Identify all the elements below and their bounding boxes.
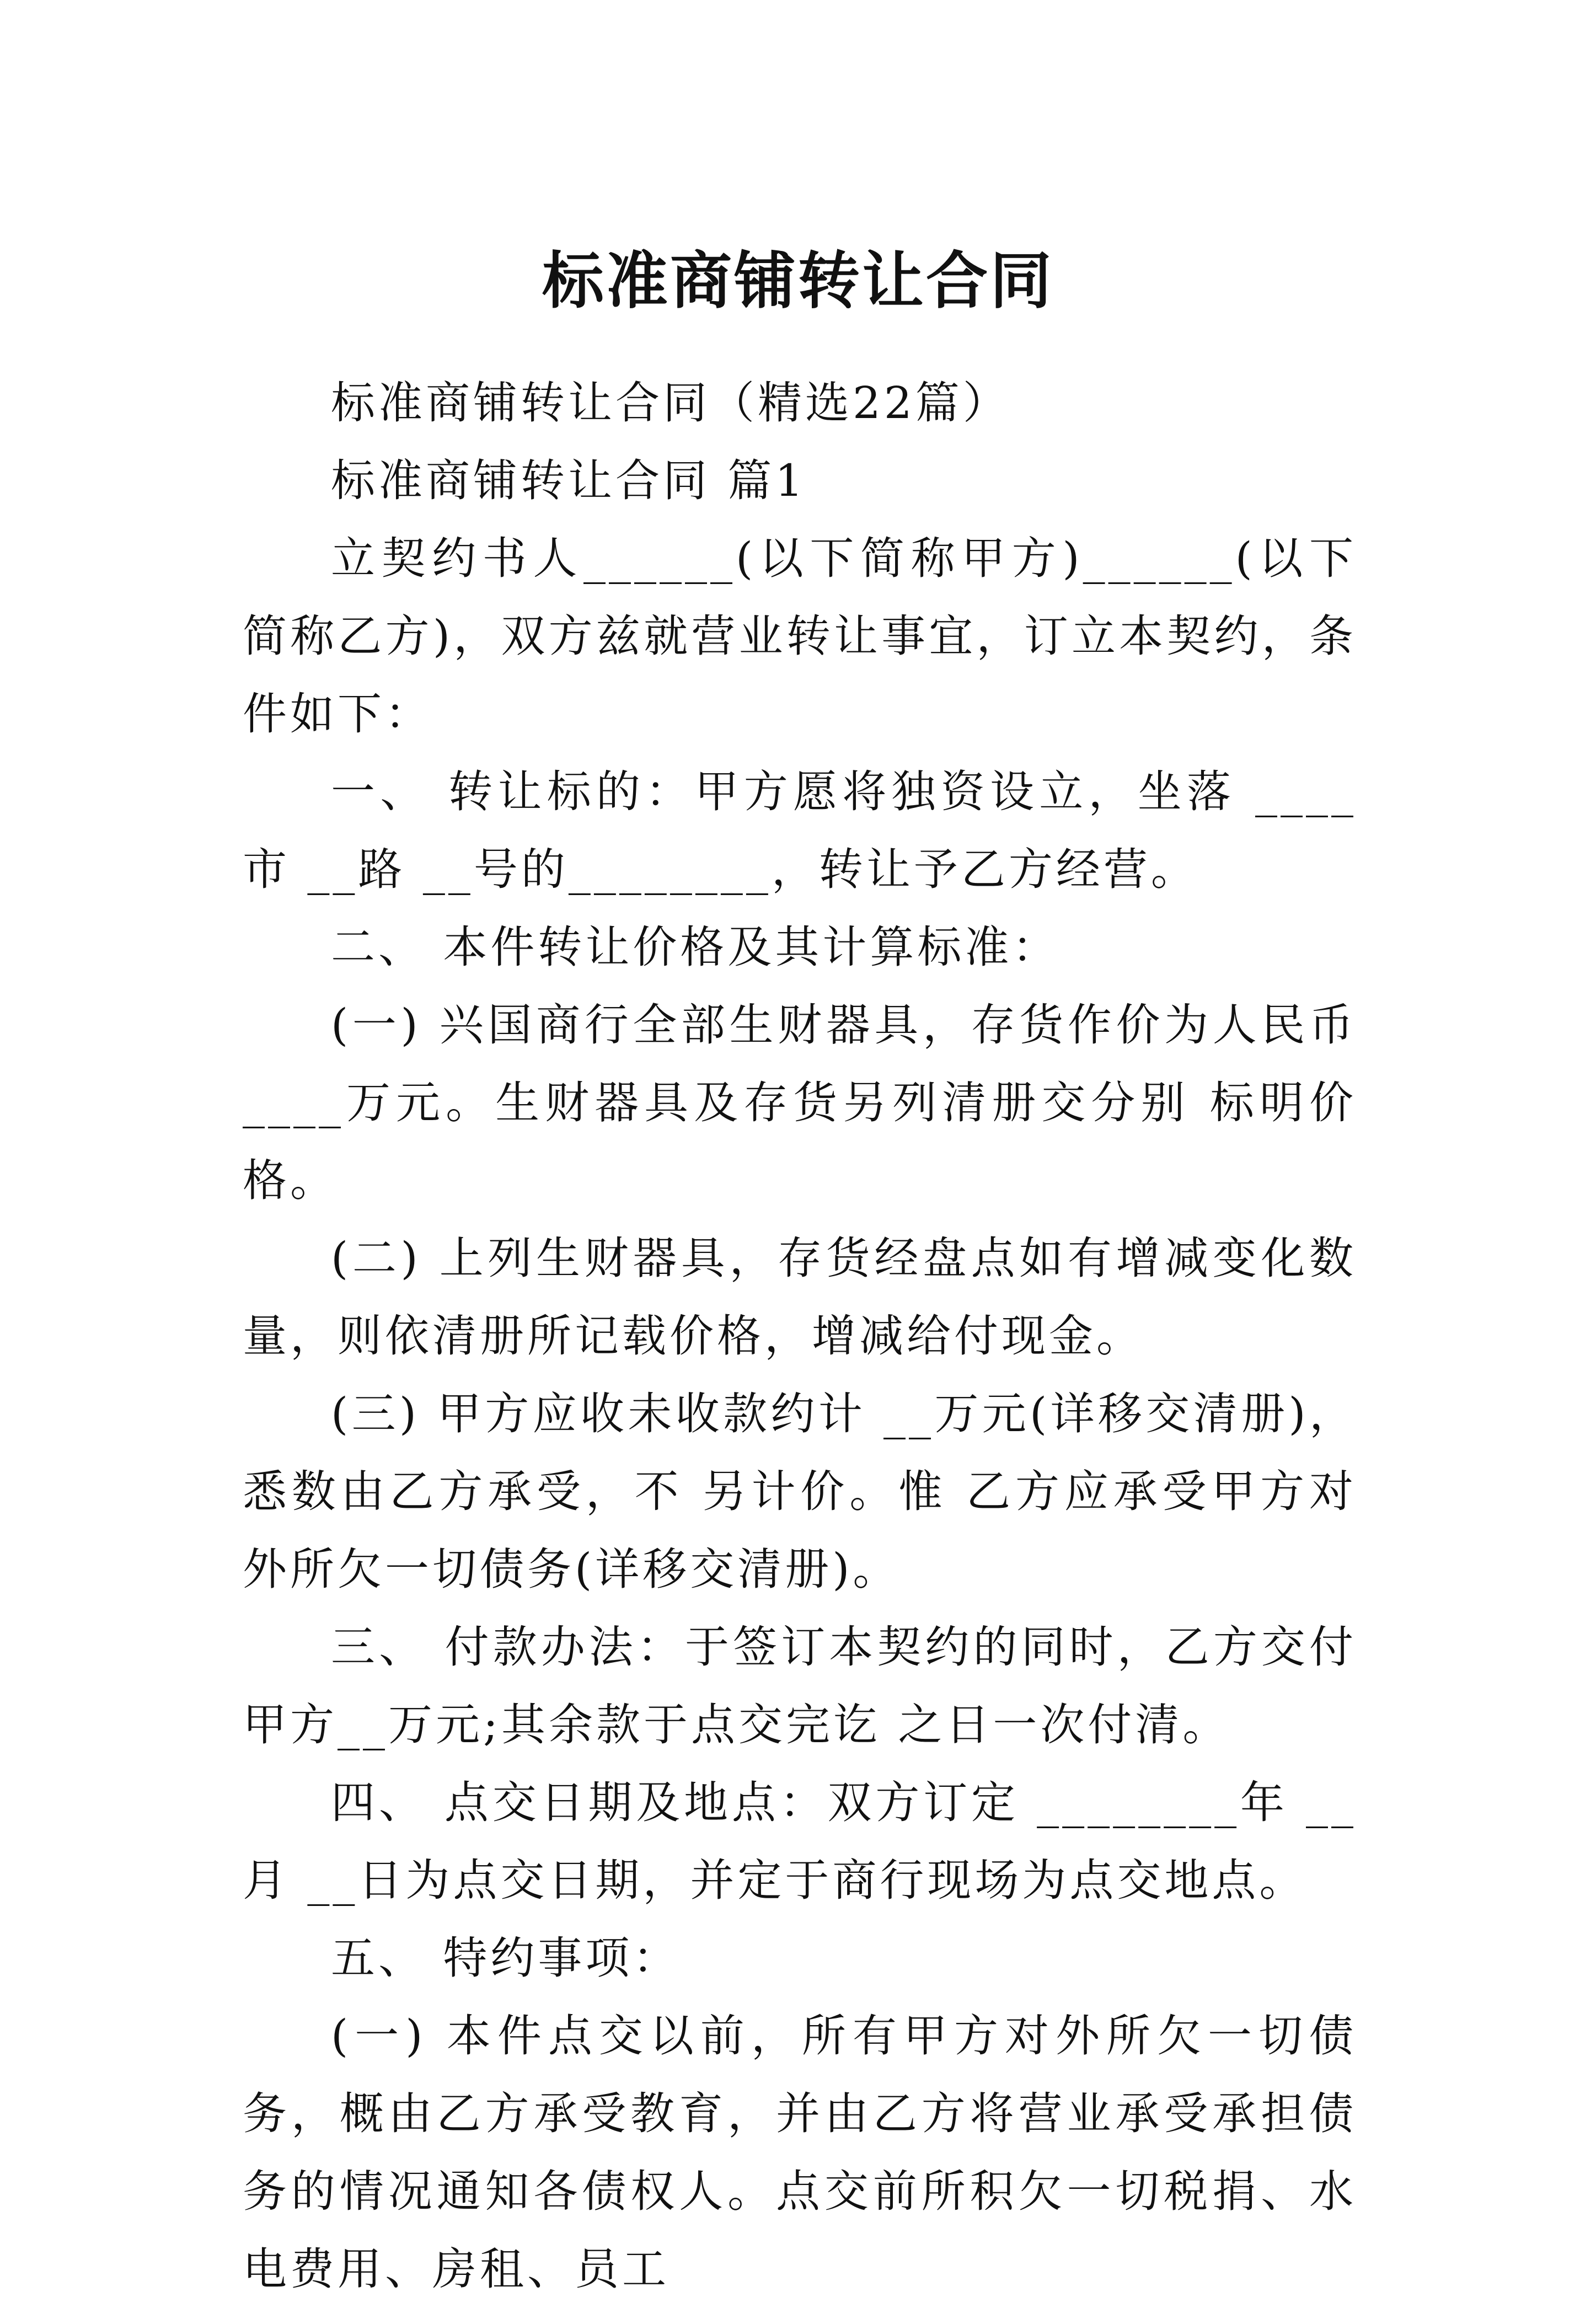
paragraph-clause-5: 五、 特约事项： (331, 1932, 681, 1984)
paragraph-clause-4: 四、 点交日期及地点：双方订定 ________年 __月 __日为点交日期，并定于商行现场为点交地点。 (243, 1777, 1357, 1906)
paragraph-clause-2-item-3: (三) 甲方应收未收款约计 __万元(详移交清册)，悉数由乙方承受，不 另计价。惟 乙方应承受甲方对外所欠一切债务(详移交清册)。 (243, 1388, 1357, 1595)
paragraph-clause-2-item-2: (二) 上列生财器具，存货经盘点如有增减变化数量，则依清册所记载价格，增减给付现金。 (243, 1233, 1357, 1362)
paragraph-subtitle: 标准商铺转让合同（精选22篇） (331, 377, 1010, 429)
paragraph-clause-2-item-1: (一) 兴国商行全部生财器具，存货作价为人民币 ____万元。生财器具及存货另列清册交分别 标明价格。 (243, 999, 1374, 1206)
document-body (243, 364, 1374, 2308)
paragraph-clause-1: 一、 转让标的：甲方愿将独资设立，坐落 ____市 __路 __号的________，转让予乙方经营。 (243, 766, 1357, 895)
paragraph-clause-2: 二、 本件转让价格及其计算标准： (331, 922, 1060, 973)
paragraph-section-heading: 标准商铺转让合同 篇1 (331, 455, 807, 506)
paragraph-clause-3: 三、 付款办法：于签订本契约的同时，乙方交付甲方__万元;其余款于点交完讫 之日一次付清。 (243, 1621, 1357, 1750)
paragraph-clause-5-item-1: (一) 本件点交以前，所有甲方对外所欠一切债务，概由乙方承受教育，并由乙方将营业承受承担债务的情况通知各债权人。点交前所积欠一切税捐、水电费用、房租、员工 (243, 2010, 1357, 2295)
document-title: 标准商铺转让合同 (542, 245, 1054, 318)
paragraph-parties: 立契约书人______(以下简称甲方)______(以下简称乙方)，双方兹就营业转让事宜，订立本契约，条件如下： (243, 533, 1357, 740)
